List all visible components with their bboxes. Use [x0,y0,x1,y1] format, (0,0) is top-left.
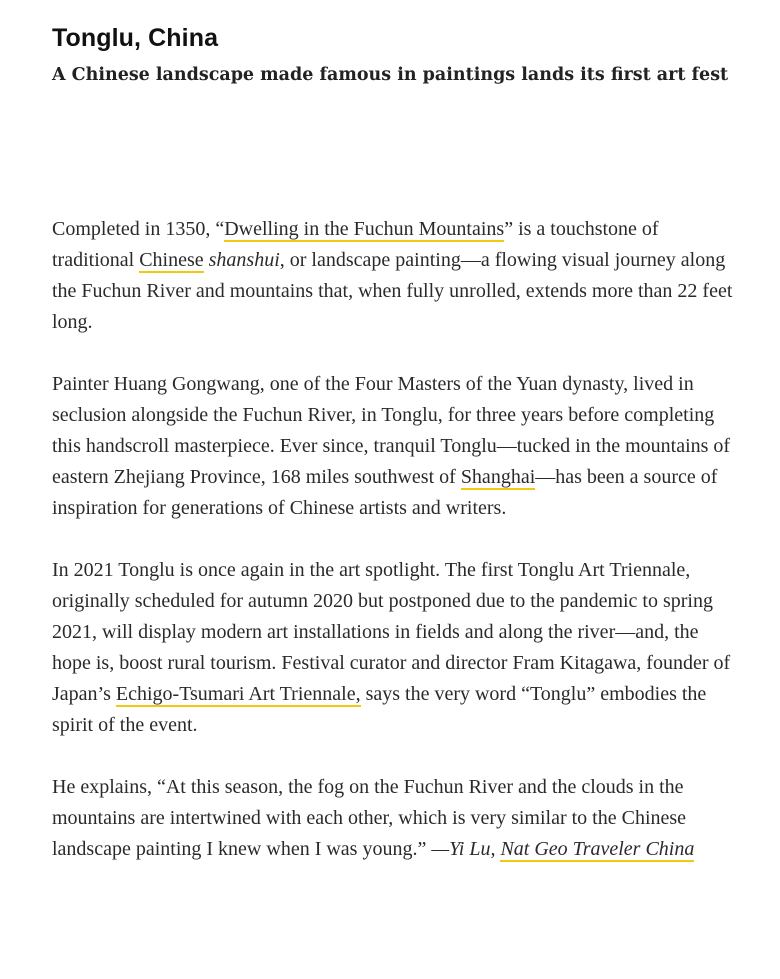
article-subtitle: A Chinese landscape made famous in paintings lands its first art fest [52,65,729,85]
paragraph-4-text-1: He explains, “At this season, the fog on the Fuchun River and the clouds in the mountains are intertwined with each other, which is very similar to the Chinese landscape painting I knew when I was young.” [52,776,687,860]
paragraph-2-text-1: Painter Huang Gongwang, one of the Four Masters of the Yuan dynasty, lived in seclusion alongside the Fuchun River, in Tonglu, for three years before completing this handscroll masterpiece. Ever since, tranquil Tonglu—tucked in the mountains of eastern Zhejiang Province, 168 miles southwest of [52,373,731,488]
paragraph-2 [52,369,742,524]
link-dwelling-in-the-fuchun-mountains[interactable]: Dwelling in the Fuchun Mountains [224,218,505,240]
link-echigo-tsumari-art-triennale[interactable]: Echigo-Tsumari Art Triennale, [115,683,361,705]
article-title: Tonglu, China [52,24,219,52]
article [52,20,742,896]
paragraph-3-text-1: In 2021 Tonglu is once again in the art spotlight. The first Tonglu Art Triennale, originally scheduled for autumn 2020 but postponed due to the pandemic to spring 2021, will display modern art installations in fields and along the river—and, the hope is, boost rural tourism. Festival curator and director Fram Kitagawa, founder of Japan’s [52,559,731,705]
paragraph-4 [52,772,742,865]
paragraph-1-italic-shanshui: shanshui [208,249,280,271]
paragraph-1-text-1: Completed in 1350, “ [52,218,225,240]
paragraph-2-text-2: —has been a source of inspiration for generations of Chinese artists and writers. [52,466,718,519]
paragraph-1-text-4: , or landscape painting—a flowing visual journey along the Fuchun River and mountains that, when fully unrolled, extends more than 22 feet long. [52,249,733,333]
paragraph-3 [52,555,742,741]
link-chinese[interactable]: Chinese [139,249,204,271]
article-body [52,214,742,865]
paragraph-1 [52,214,742,338]
paragraph-3-text-2: says the very word “Tonglu” embodies the spirit of the event. [52,683,707,736]
paragraph-4-byline: —Yi Lu, [431,838,501,860]
paragraph-1-text-2: ” is a touchstone of traditional [52,218,659,271]
link-shanghai[interactable]: Shanghai [460,466,536,488]
link-nat-geo-traveler-china[interactable]: Nat Geo Traveler China [500,838,695,860]
